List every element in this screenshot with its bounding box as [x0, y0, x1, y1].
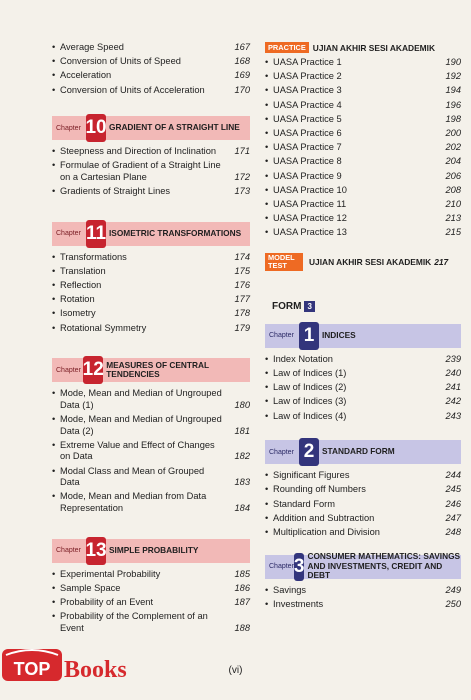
- chapter-section: [52, 358, 250, 514]
- logo-text-books: Books: [64, 657, 127, 683]
- toc-entry: [265, 114, 461, 126]
- toc-entry-title: • Index Notation: [265, 354, 437, 366]
- chapter-header: [52, 539, 250, 563]
- toc-entry: [52, 440, 250, 463]
- toc-entry: [265, 171, 461, 183]
- toc-entry-title: • Formulae of Gradient of a Straight Line on a Cartesian Plane: [52, 160, 226, 183]
- toc-entry: [52, 280, 250, 292]
- toc-entry-page: 242: [445, 396, 461, 407]
- chapter-number: 13: [86, 537, 106, 565]
- toc-entry-title: • UASA Practice 13: [265, 227, 437, 239]
- chapter-number: 3: [294, 553, 305, 581]
- model-test-badge: MODEL TEST: [265, 253, 303, 271]
- toc-entry: [52, 323, 250, 335]
- toc-entry: [265, 199, 461, 211]
- toc-entry-title: • UASA Practice 9: [265, 171, 437, 183]
- toc-entry-title: • Rotational Symmetry: [52, 323, 226, 335]
- chapter-label: Chapter: [269, 448, 294, 456]
- chapter-section: [265, 551, 461, 611]
- toc-entry-page: 188: [234, 622, 250, 633]
- toc-entry-page: 194: [445, 85, 461, 96]
- toc-entry-title: • Average Speed: [52, 42, 226, 54]
- chapter-number: 10: [86, 114, 106, 142]
- toc-entry-title: • Law of Indices (2): [265, 382, 437, 394]
- toc-entry: [265, 396, 461, 408]
- toc-entry: [265, 527, 461, 539]
- toc-entry-page: 206: [445, 170, 461, 181]
- chapter-section: [52, 116, 250, 198]
- toc-entry-title: • Conversion of Units of Speed: [52, 56, 226, 68]
- toc-entry-page: 175: [234, 265, 250, 276]
- toc-entry: [265, 128, 461, 140]
- toc-entry-title: • Mode, Mean and Median from Data Representation: [52, 491, 226, 514]
- toc-entry-title: • UASA Practice 8: [265, 156, 437, 168]
- chapter-title: INDICES: [322, 330, 356, 341]
- toc-entry-page: 246: [445, 498, 461, 509]
- toc-entry-title: • UASA Practice 5: [265, 114, 437, 126]
- chapter-topic-list: [52, 252, 250, 335]
- toc-entry-page: 187: [234, 596, 250, 607]
- chapter-label: Chapter: [56, 547, 81, 555]
- practice-heading: [265, 42, 461, 53]
- toc-entry-page: 248: [445, 526, 461, 537]
- chapter-topic-list: [265, 470, 461, 538]
- chapter-header: [265, 440, 461, 464]
- chapter-title: MEASURES OF CENTRAL TENDENCIES: [106, 359, 209, 380]
- chapter-topic-list: [52, 146, 250, 198]
- toc-entry: [265, 213, 461, 225]
- toc-entry-title: • Transformations: [52, 252, 226, 264]
- toc-entry: [52, 491, 250, 514]
- toc-entry-page: 173: [234, 186, 250, 197]
- toc-entry: [52, 186, 250, 198]
- chapter-header: [265, 324, 461, 348]
- toc-entry-page: 239: [445, 353, 461, 364]
- toc-entry-title: • Conversion of Units of Acceleration: [52, 85, 226, 97]
- toc-entry: [265, 71, 461, 83]
- toc-entry-page: 215: [445, 227, 461, 238]
- toc-entry: [52, 70, 250, 82]
- chapter-section: [265, 440, 461, 538]
- chapter-number: 11: [86, 220, 106, 248]
- toc-entry-page: 250: [445, 598, 461, 609]
- toc-entry: [265, 185, 461, 197]
- chapter-number: 1: [299, 322, 319, 350]
- toc-entry-page: 183: [234, 477, 250, 488]
- toc-entry-title: • Gradients of Straight Lines: [52, 186, 226, 198]
- topbooks-logo: [2, 645, 182, 689]
- toc-entry: [265, 382, 461, 394]
- toc-entry-title: • Reflection: [52, 280, 226, 292]
- toc-entry-title: • Isometry: [52, 308, 226, 320]
- chapter-section: [52, 539, 250, 635]
- toc-entry-title: • Rounding off Numbers: [265, 484, 437, 496]
- toc-entry-title: • Experimental Probability: [52, 569, 226, 581]
- toc-entry-title: • Steepness and Direction of Inclination: [52, 146, 226, 158]
- practice-badge: PRACTICE: [265, 42, 309, 53]
- chapter-section: [265, 324, 461, 422]
- toc-entry-page: 171: [234, 146, 250, 157]
- toc-entry-title: • Law of Indices (3): [265, 396, 437, 408]
- chapter-title: SIMPLE PROBABILITY: [109, 544, 199, 555]
- chapter-title: GRADIENT OF A STRAIGHT LINE: [109, 122, 240, 133]
- toc-entry: [52, 85, 250, 97]
- toc-entry: [265, 470, 461, 482]
- toc-entry-page: 174: [234, 251, 250, 262]
- toc-entry-title: • Savings: [265, 585, 437, 597]
- toc-entry-title: • Standard Form: [265, 499, 437, 511]
- toc-entry-page: 176: [234, 280, 250, 291]
- toc-entry-page: 177: [234, 294, 250, 305]
- practice-list: [265, 57, 461, 239]
- toc-entry: [265, 100, 461, 112]
- toc-entry: [265, 599, 461, 611]
- toc-entry-title: • Investments: [265, 599, 437, 611]
- toc-entry-title: • Extreme Value and Effect of Changes on Data: [52, 440, 226, 463]
- toc-entry-page: 170: [234, 84, 250, 95]
- page-number: (vi): [228, 665, 243, 676]
- toc-entry: [265, 411, 461, 423]
- toc-entry-title: • UASA Practice 4: [265, 100, 437, 112]
- chapter-label: Chapter: [269, 563, 294, 571]
- toc-entry: [52, 569, 250, 581]
- toc-entry-page: 243: [445, 410, 461, 421]
- toc-entry-page: 169: [234, 70, 250, 81]
- toc-entry-page: 247: [445, 512, 461, 523]
- toc-entry-page: 198: [445, 113, 461, 124]
- left-column: [52, 0, 250, 637]
- toc-entry-title: • UASA Practice 7: [265, 142, 437, 154]
- chapter-topic-list: [52, 569, 250, 635]
- toc-entry: [52, 597, 250, 609]
- model-test: [265, 253, 461, 271]
- practice-section: [265, 42, 461, 239]
- toc-entry-page: 245: [445, 484, 461, 495]
- toc-entry: [52, 294, 250, 306]
- toc-entry-page: 202: [445, 142, 461, 153]
- toc-entry: [265, 142, 461, 154]
- right-column: [265, 0, 461, 613]
- toc-entry: [52, 266, 250, 278]
- toc-entry: [265, 227, 461, 239]
- toc-entry: [52, 42, 250, 54]
- chapter-label: Chapter: [56, 124, 81, 132]
- toc-entry: [265, 57, 461, 69]
- chapter-topic-list: [265, 585, 461, 611]
- toc-entry-page: 190: [445, 57, 461, 67]
- toc-entry-page: 172: [234, 171, 250, 182]
- toc-entry: [265, 513, 461, 525]
- toc-entry: [52, 611, 250, 634]
- toc-entry-page: 196: [445, 99, 461, 110]
- toc-entry-title: • Translation: [52, 266, 226, 278]
- toc-entry-page: 213: [445, 213, 461, 224]
- toc-entry-page: 181: [234, 425, 250, 436]
- toc-entry-title: • Sample Space: [52, 583, 226, 595]
- toc-entry-page: 180: [234, 399, 250, 410]
- toc-entry-title: • Addition and Subtraction: [265, 513, 437, 525]
- logo-text-top: TOP: [13, 659, 51, 679]
- toc-entry-title: • Mode, Mean and Median of Ungrouped Data (2): [52, 414, 226, 437]
- toc-entry-title: • UASA Practice 12: [265, 213, 437, 225]
- toc-entry-title: • Modal Class and Mean of Grouped Data: [52, 466, 226, 489]
- form-number: 3: [304, 301, 314, 312]
- chapter-number: 2: [299, 438, 319, 466]
- toc-entry-title: • Multiplication and Division: [265, 527, 437, 539]
- toc-entry-page: 182: [234, 451, 250, 462]
- chapter-topic-list: [52, 388, 250, 514]
- toc-entry-title: • Law of Indices (4): [265, 411, 437, 423]
- toc-entry: [52, 583, 250, 595]
- toc-entry-title: • Rotation: [52, 294, 226, 306]
- toc-entry-title: • Significant Figures: [265, 470, 437, 482]
- toc-entry-title: • UASA Practice 1: [265, 57, 437, 69]
- toc-entry: [265, 156, 461, 168]
- toc-entry-page: 241: [445, 382, 461, 393]
- toc-entry-page: 168: [234, 56, 250, 67]
- chapter-header: [265, 551, 461, 581]
- toc-entry-page: 244: [445, 470, 461, 481]
- chapter-title: STANDARD FORM: [322, 446, 395, 457]
- toc-entry-title: • Probability of the Complement of an Event: [52, 611, 226, 634]
- toc-entry-page: 167: [234, 42, 250, 52]
- toc-entry-page: 200: [445, 127, 461, 138]
- toc-entry: [265, 484, 461, 496]
- toc-entry: [52, 466, 250, 489]
- toc-entry-page: 184: [234, 502, 250, 513]
- toc-entry-title: • UASA Practice 10: [265, 185, 437, 197]
- model-test-title: UJIAN AKHIR SESI AKADEMIK: [309, 256, 432, 267]
- toc-entry-page: 178: [234, 308, 250, 319]
- toc-entry-page: 204: [445, 156, 461, 167]
- toc-entry-page: 208: [445, 184, 461, 195]
- form-heading: [272, 301, 461, 312]
- toc-entry: [265, 368, 461, 380]
- chapter-title: ISOMETRIC TRANSFORMATIONS: [109, 228, 242, 239]
- chapter-number: 12: [83, 356, 103, 384]
- toc-entry-title: • Law of Indices (1): [265, 368, 437, 380]
- toc-entry-page: 179: [234, 322, 250, 333]
- toc-entry: [52, 252, 250, 264]
- toc-entry-title: • UASA Practice 6: [265, 128, 437, 140]
- chapter-header: [52, 116, 250, 140]
- toc-entry-title: • Acceleration: [52, 70, 226, 82]
- section-list: [52, 42, 250, 96]
- toc-entry: [265, 85, 461, 97]
- toc-entry-page: 186: [234, 582, 250, 593]
- chapter-header: [52, 358, 250, 382]
- toc-entry-title: • Probability of an Event: [52, 597, 226, 609]
- form-label: FORM: [272, 300, 302, 312]
- toc-entry-page: 210: [445, 198, 461, 209]
- model-test-page: 217: [434, 256, 449, 267]
- toc-entry: [265, 585, 461, 597]
- toc-entry: [52, 146, 250, 158]
- toc-entry: [52, 56, 250, 68]
- chapter-title: CONSUMER MATHEMATICS: SAVINGS AND INVESTMENTS, CREDIT AND DEBT: [307, 551, 461, 581]
- chapter-label: Chapter: [56, 230, 81, 238]
- toc-entry-title: • UASA Practice 3: [265, 85, 437, 97]
- toc-entry-page: 185: [234, 568, 250, 579]
- toc-entry-title: • Mode, Mean and Median of Ungrouped Data (1): [52, 388, 226, 411]
- toc-entry: [52, 388, 250, 411]
- toc-entry-page: 240: [445, 368, 461, 379]
- chapter-label: Chapter: [269, 332, 294, 340]
- chapter-label: Chapter: [56, 366, 81, 374]
- chapter-section: [52, 222, 250, 335]
- practice-title: UJIAN AKHIR SESI AKADEMIK: [312, 42, 436, 53]
- toc-entry-page: 249: [445, 584, 461, 595]
- toc-entry: [52, 160, 250, 183]
- toc-entry-title: • UASA Practice 11: [265, 199, 437, 211]
- chapter-header: [52, 222, 250, 246]
- toc-entry: [52, 308, 250, 320]
- chapter-topic-list: [265, 354, 461, 422]
- toc-entry-title: • UASA Practice 2: [265, 71, 437, 83]
- toc-entry: [52, 414, 250, 437]
- toc-entry-page: 192: [445, 71, 461, 82]
- toc-entry: [265, 499, 461, 511]
- toc-entry: [265, 354, 461, 366]
